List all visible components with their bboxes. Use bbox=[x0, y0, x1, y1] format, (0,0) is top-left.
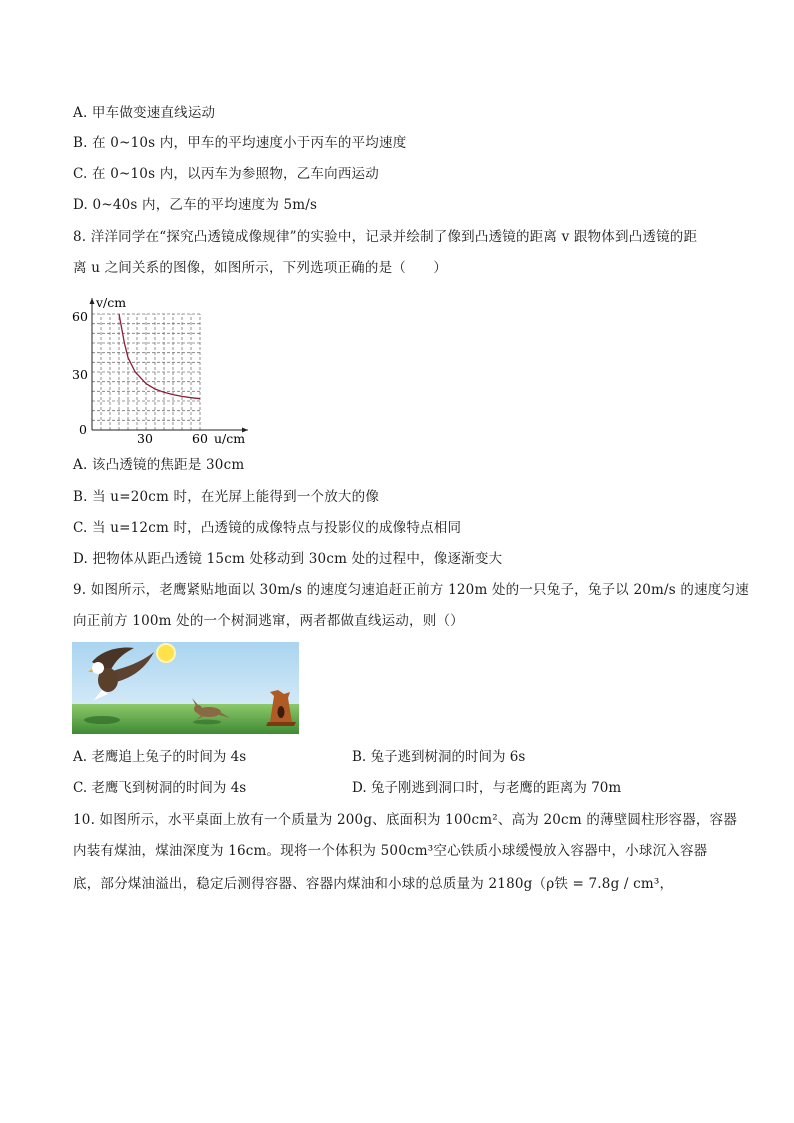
q10-line2: 内装有煤油，煤油深度为 16cm。现将一个体积为 500cm³空心铁质小球缓慢放入容器中，小球沉入容器 bbox=[73, 843, 708, 859]
q8-stem-line1: 8. 洋洋同学在“探究凸透镜成像规律”的实验中，记录并绘制了像到凸透镜的距离 v 跟物体到凸透镜的距 bbox=[73, 229, 698, 245]
v-u-curve bbox=[119, 314, 200, 399]
q9-option-a: A. 老鹰追上兔子的时间为 4s bbox=[73, 749, 247, 765]
q9-option-b: B. 兔子逃到树洞的时间为 6s bbox=[352, 749, 526, 765]
eagle-rabbit-illustration bbox=[72, 642, 299, 734]
x-tick-30: 30 bbox=[137, 431, 153, 446]
q10-line1: 10. 如图所示，水平桌面上放有一个质量为 200g、底面积为 100cm²、高为 20cm 的薄壁圆柱形容器，容器 bbox=[73, 812, 738, 828]
rabbit-shadow bbox=[193, 720, 221, 725]
x-tick-60: 60 bbox=[192, 431, 208, 446]
q7-option-d: D. 0~40s 内，乙车的平均速度为 5m/s bbox=[73, 197, 318, 213]
sun-icon bbox=[157, 644, 175, 662]
q8-option-a: A. 该凸透镜的焦距是 30cm bbox=[73, 457, 245, 473]
y-axis-arrow bbox=[90, 298, 95, 304]
q7-option-b: B. 在 0~10s 内，甲车的平均速度小于丙车的平均速度 bbox=[73, 135, 407, 151]
q9-option-c: C. 老鹰飞到树洞的时间为 4s bbox=[73, 780, 247, 796]
q10-line3: 底，部分煤油溢出，稳定后测得容器、容器内煤油和小球的总质量为 2180g（ρ铁 = 7.8g / cm³， bbox=[73, 876, 674, 892]
q9-stem-line2: 向正前方 100m 处的一个树洞逃窜，两者都做直线运动，则（） bbox=[73, 613, 464, 629]
eagle-shadow bbox=[84, 716, 120, 724]
q8-option-b: B. 当 u=20cm 时，在光屏上能得到一个放大的像 bbox=[73, 489, 380, 505]
y-axis-label: v/cm bbox=[96, 295, 127, 310]
lens-graph bbox=[70, 292, 260, 448]
q8-stem-line2: 离 u 之间关系的图像，如图所示，下列选项正确的是（ ） bbox=[73, 260, 448, 276]
q9-option-d: D. 兔子刚逃到洞口时，与老鹰的距离为 70m bbox=[352, 780, 622, 796]
q8-option-d: D. 把物体从距凸透镜 15cm 处移动到 30cm 处的过程中，像逐渐变大 bbox=[73, 551, 503, 567]
q7-option-c: C. 在 0~10s 内，以丙车为参照物，乙车向西运动 bbox=[73, 166, 379, 182]
x-axis-label: u/cm bbox=[214, 431, 246, 446]
q7-option-a: A. 甲车做变速直线运动 bbox=[73, 105, 216, 121]
y-tick-0: 0 bbox=[79, 422, 87, 437]
y-tick-30: 30 bbox=[72, 367, 88, 382]
graph-grid bbox=[92, 314, 200, 430]
q8-option-c: C. 当 u=12cm 时，凸透镜的成像特点与投影仪的成像特点相同 bbox=[73, 520, 462, 536]
y-tick-60: 60 bbox=[72, 309, 88, 324]
q9-stem-line1: 9. 如图所示，老鹰紧贴地面以 30m/s 的速度匀速追赶正前方 120m 处的一只兔子，兔子以 20m/s 的速度匀速 bbox=[73, 582, 749, 598]
